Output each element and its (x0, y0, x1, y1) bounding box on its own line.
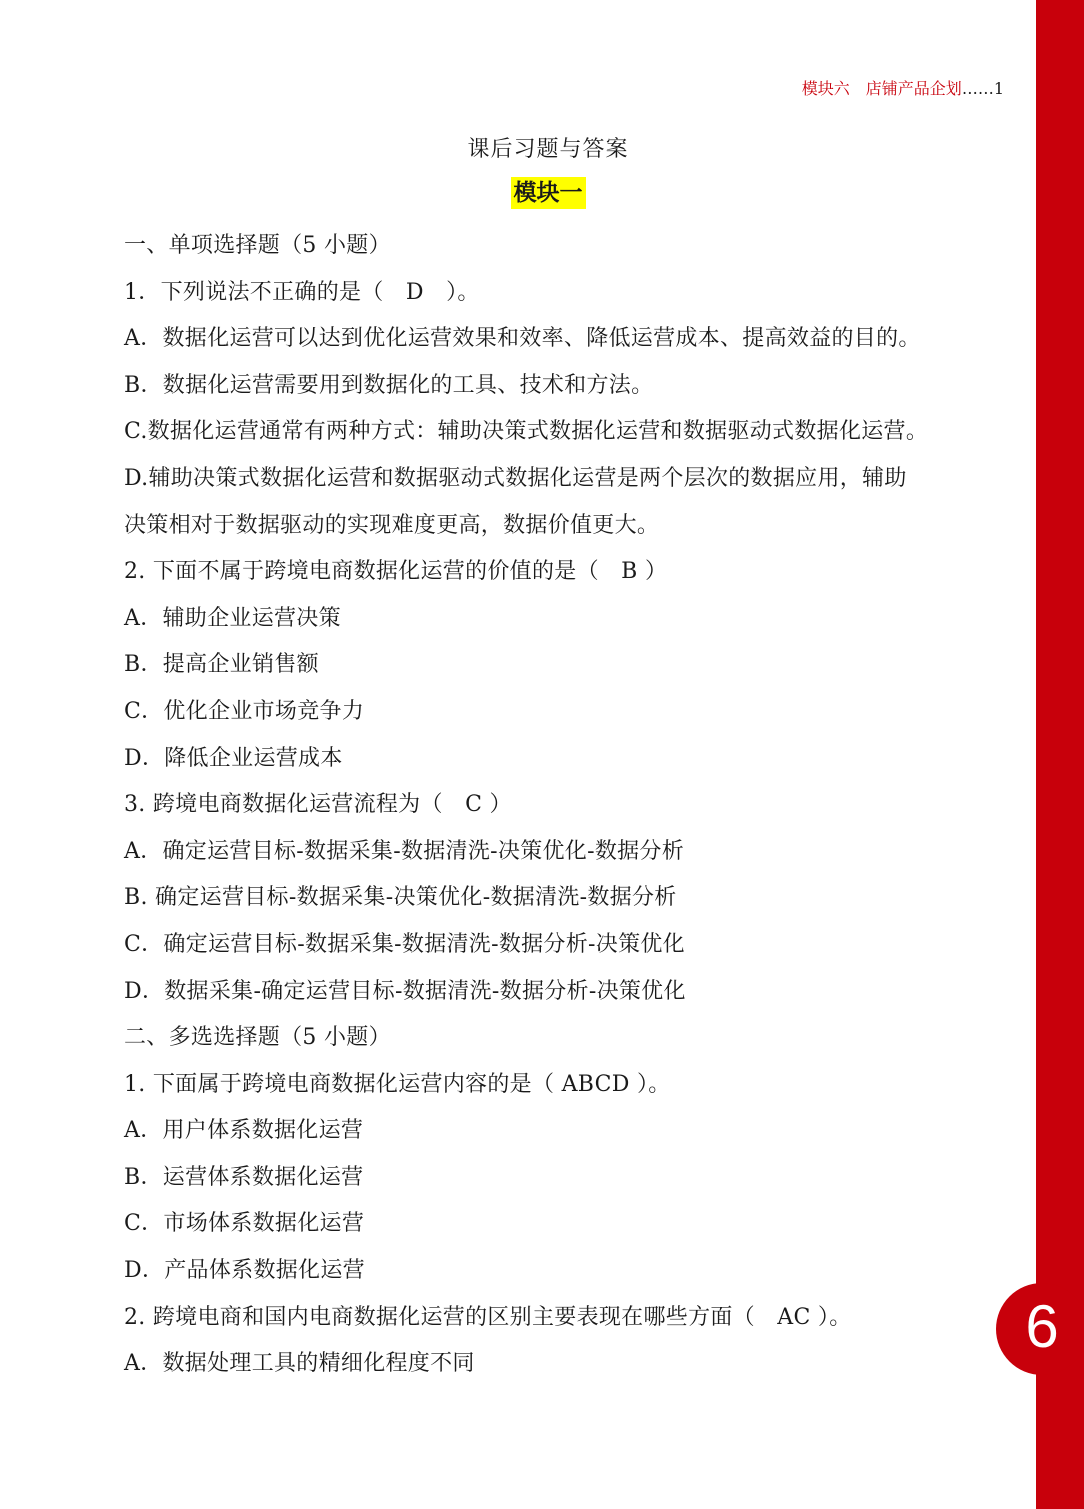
text-line: B．提高企业销售额 (124, 652, 319, 678)
text-line: 3. 跨境电商数据化运营流程为（ C ） (124, 792, 512, 818)
text-line: C．优化企业市场竞争力 (124, 698, 365, 724)
text-line: A．数据处理工具的精细化程度不同 (124, 1351, 475, 1377)
exercise-body (124, 223, 984, 1388)
text-line: 2. 跨境电商和国内电商数据化运营的区别主要表现在哪些方面（ AC ）。 (124, 1304, 852, 1330)
running-header (802, 76, 1004, 99)
text-line: C．市场体系数据化运营 (124, 1211, 365, 1237)
text-line: D.辅助决策式数据化运营和数据驱动式数据化运营是两个层次的数据应用，辅助 (124, 465, 907, 491)
text-line: A．数据化运营可以达到优化运营效果和效率、降低运营成本、提高效益的目的。 (124, 326, 921, 352)
text-line: B．数据化运营需要用到数据化的工具、技术和方法。 (124, 372, 654, 398)
text-line: B. 确定运营目标-数据采集-决策优化-数据清洗-数据分析 (124, 885, 677, 911)
text-line: 二、多选选择题（5 小题） (124, 1025, 391, 1051)
running-header-title: 模块六 店铺产品企划 (801, 79, 962, 98)
text-line: D．降低企业运营成本 (124, 745, 343, 771)
text-line: 一、单项选择题（5 小题） (124, 233, 391, 258)
module-number: 6 (1025, 1293, 1059, 1360)
text-line: 2. 下面不属于跨境电商数据化运营的价值的是（ B ） (124, 559, 668, 585)
text-line: C．确定运营目标-数据采集-数据清洗-数据分析-决策优化 (124, 931, 685, 957)
document-title: 课后习题与答案 (467, 137, 629, 162)
text-line: C.数据化运营通常有两种方式：辅助决策式数据化运营和数据驱动式数据化运营。 (124, 419, 929, 445)
text-line: D．产品体系数据化运营 (124, 1258, 365, 1284)
module-heading: 模块一 (511, 177, 586, 209)
text-line: D．数据采集-确定运营目标-数据清洗-数据分析-决策优化 (124, 978, 686, 1004)
text-line: 1. 下面属于跨境电商数据化运营内容的是（ ABCD ）。 (124, 1071, 671, 1097)
text-line: 1．下列说法不正确的是（ D ）。 (124, 279, 480, 305)
text-line: 决策相对于数据驱动的实现难度更高，数据价值更大。 (124, 512, 660, 538)
text-line: A．用户体系数据化运营 (124, 1118, 364, 1144)
text-line: A．确定运营目标-数据采集-数据清洗-决策优化-数据分析 (124, 838, 685, 864)
text-line: A．辅助企业运营决策 (124, 605, 341, 631)
page-number: ……1 (961, 79, 1004, 98)
module-heading-row (0, 177, 1084, 209)
module-number-badge (996, 1283, 1084, 1375)
text-line: B．运营体系数据化运营 (124, 1164, 364, 1190)
